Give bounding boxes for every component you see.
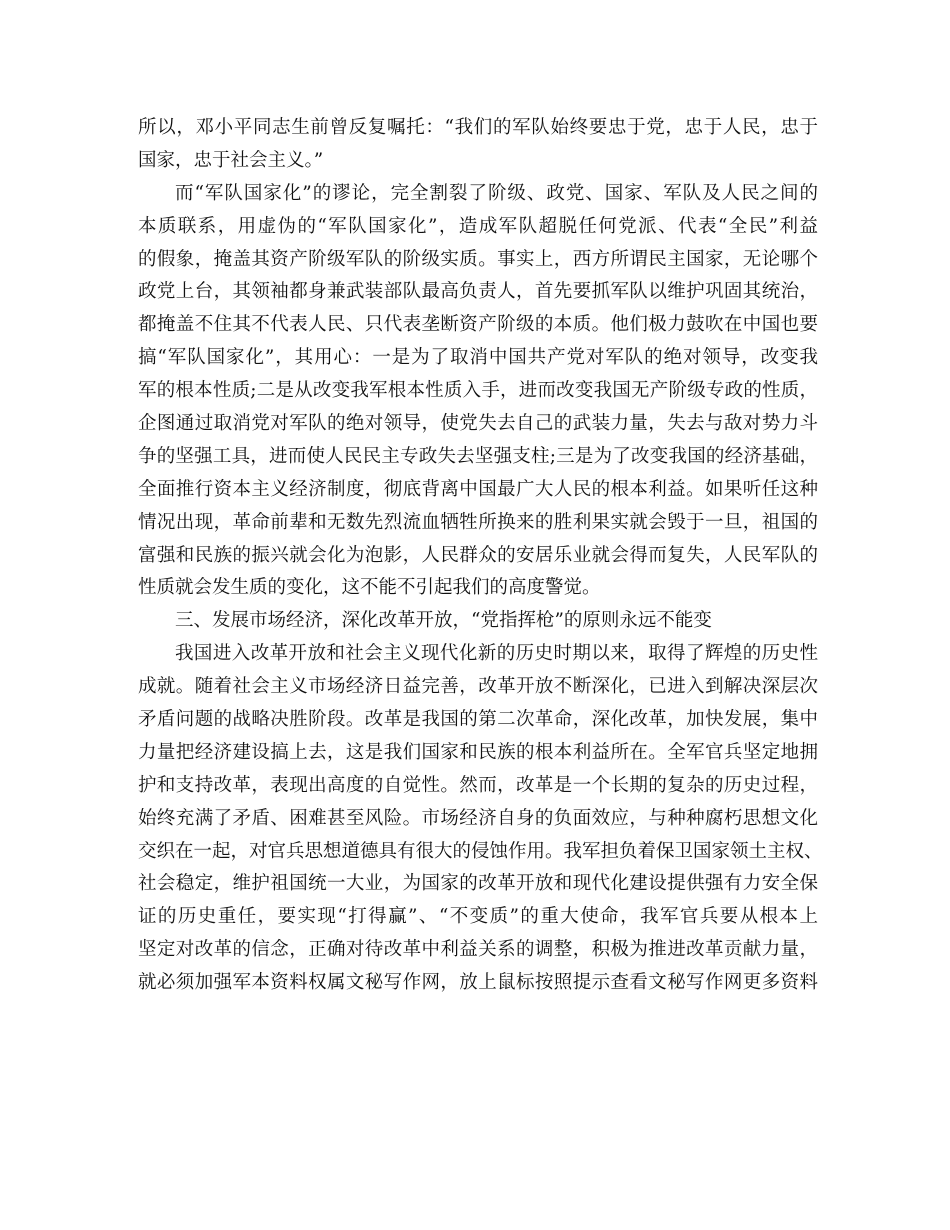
text-line: 国家，忠于社会主义。” <box>138 149 324 171</box>
text-line: 军的根本性质;二是从改变我军根本性质入手，进而改变我国无产阶级专政的性质， <box>138 380 818 402</box>
text-line: 始终充满了矛盾、困难甚至风险。市场经济自身的负面效应，与种种腐朽思想文化 <box>138 807 818 829</box>
text-line: 所以，邓小平同志生前曾反复嘱托：“我们的军队始终要忠于党，忠于人民，忠于 <box>138 117 818 138</box>
text-line: 情况出现，革命前辈和无数先烈流血牺牲所换来的胜利果实就会毁于一旦，祖国的 <box>138 511 818 533</box>
text-line: 矛盾问题的战略决胜阶段。改革是我国的第二次革命，深化改革，加快发展，集中 <box>138 709 818 731</box>
paragraph-first-line: 而“军队国家化”的谬论，完全割裂了阶级、政党、国家、军队及人民之间的 <box>175 182 818 204</box>
text-line: 企图通过取消党对军队的绝对领导，使党失去自己的武装力量，失去与敌对势力斗 <box>138 413 818 435</box>
text-line: 就必须加强军本资料权属文秘写作网，放上鼠标按照提示查看文秘写作网更多资料 <box>138 972 818 994</box>
text-line: 本质联系，用虚伪的“军队国家化”，造成军队超脱任何党派、代表“全民”利益 <box>138 215 818 237</box>
text-line: 坚定对改革的信念，正确对待改革中利益关系的调整，积极为推进改革贡献力量， <box>138 939 818 961</box>
text-line: 的假象，掩盖其资产阶级军队的阶级实质。事实上，西方所谓民主国家，无论哪个 <box>138 248 818 270</box>
text-line: 全面推行资本主义经济制度，彻底背离中国最广大人民的根本利益。如果听任这种 <box>138 478 818 500</box>
text-line: 交织在一起，对官兵思想道德具有很大的侵蚀作用。我军担负着保卫国家领土主权、 <box>138 840 823 862</box>
body-text <box>138 112 823 1000</box>
text-line: 成就。随着社会主义市场经济日益完善，改革开放不断深化，已进入到解决深层次 <box>138 676 818 698</box>
text-line: 富强和民族的振兴就会化为泡影，人民群众的安居乐业就会得而复失，人民军队的 <box>138 544 818 566</box>
section-heading: 三、发展市场经济，深化改革开放，“党指挥枪”的原则永远不能变 <box>175 610 712 632</box>
text-line: 力量把经济建设搞上去，这是我们国家和民族的根本利益所在。全军官兵坚定地拥 <box>138 741 818 763</box>
text-line: 护和支持改革，表现出高度的自觉性。然而，改革是一个长期的复杂的历史过程， <box>138 774 818 796</box>
text-line: 性质就会发生质的变化，这不能不引起我们的高度警觉。 <box>138 577 601 599</box>
text-line: 搞“军队国家化”，其用心：一是为了取消中国共产党对军队的绝对领导，改变我 <box>138 347 818 369</box>
paragraph-first-line: 我国进入改革开放和社会主义现代化新的历史时期以来，取得了辉煌的历史性 <box>175 643 818 665</box>
text-line: 争的坚强工具，进而使人民民主专政失去坚强支柱;三是为了改变我国的经济基础， <box>138 445 818 467</box>
text-line: 政党上台，其领袖都身兼武装部队最高负责人，首先要抓军队以维护巩固其统治， <box>138 281 818 303</box>
text-line: 证的历史重任，要实现“打得赢”、“不变质”的重大使命，我军官兵要从根本上 <box>138 906 818 928</box>
text-line: 都掩盖不住其不代表人民、只代表垄断资产阶级的本质。他们极力鼓吹在中国也要 <box>138 314 818 336</box>
text-line: 社会稳定，维护祖国统一大业，为国家的改革开放和现代化建设提供强有力安全保 <box>138 873 818 895</box>
